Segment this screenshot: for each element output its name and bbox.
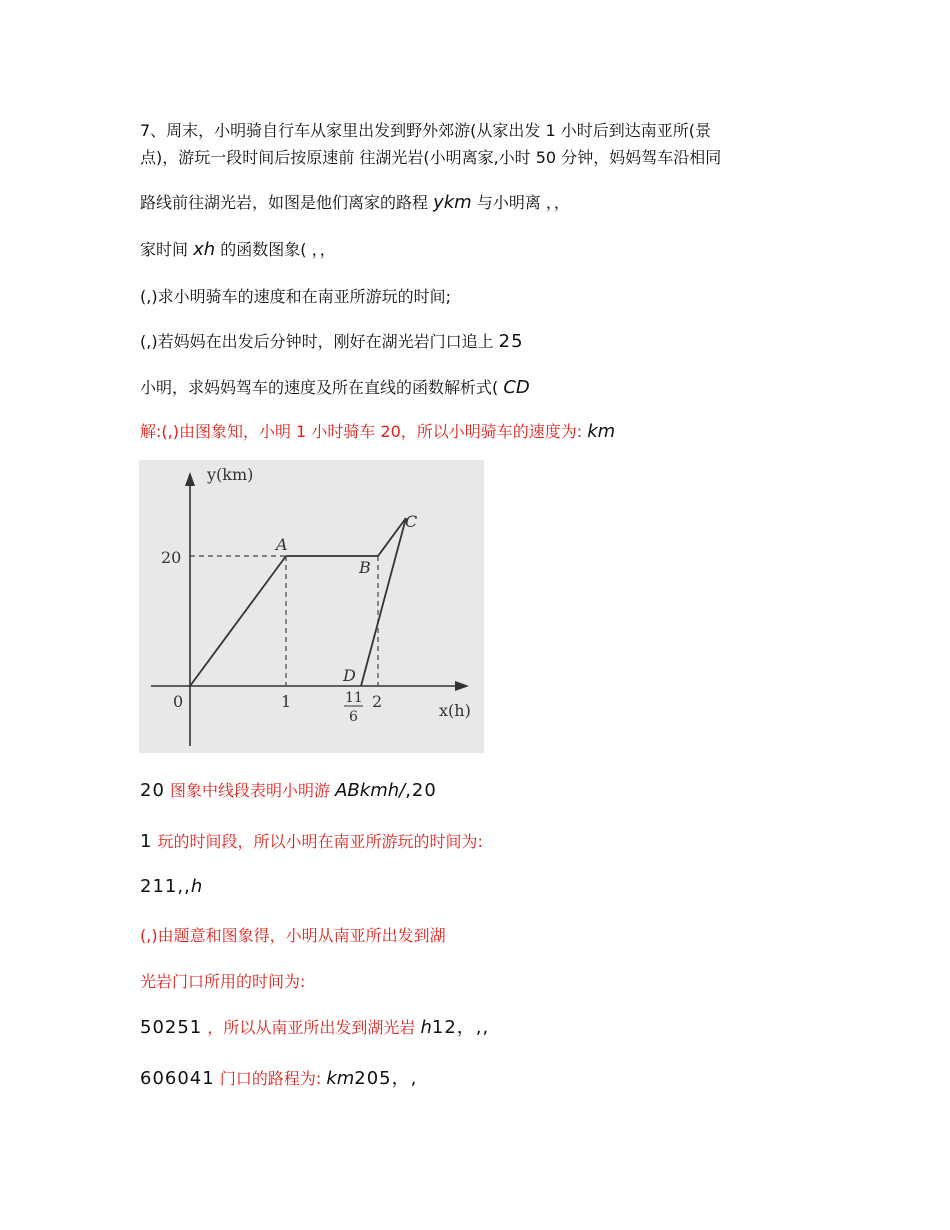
solution-line-1 [140, 422, 615, 442]
variable-abkmh: ABkmh/ [335, 780, 406, 801]
x-axis-arrow-icon [455, 681, 469, 691]
question-2 [140, 332, 524, 352]
variable-xh: xh [193, 239, 216, 260]
question-3-text: 小明，求妈妈驾车的速度及所在直线的函数解析式( [140, 378, 499, 397]
variable-km: km [587, 421, 616, 442]
solution-line-4-number: 211,, [140, 876, 191, 897]
solution-line-2-number: 20 [140, 780, 165, 801]
problem-line-1-text: 7、周末，小明骑自行车从家里出发到野外郊游(从家出发 1 小时后到达南亚所(景 [140, 121, 712, 140]
solution-line-2-text: 图象中线段表明小明游 [170, 781, 331, 800]
solution-line-6 [140, 972, 305, 992]
solution-line-7 [140, 1018, 489, 1038]
segment-OA [190, 556, 286, 686]
x-tick-fraction-numerator: 11 [345, 690, 363, 706]
problem-line-3 [140, 193, 570, 213]
x-tick-fraction-denominator: 6 [349, 709, 358, 725]
variable-km-2: km [326, 1068, 355, 1089]
point-D-label: D [343, 666, 356, 685]
distance-time-graph [139, 460, 484, 753]
variable-h: h [190, 876, 203, 897]
solution-line-7-tail: 12，,, [431, 1017, 490, 1038]
question-3 [140, 378, 530, 398]
question-1 [140, 287, 451, 307]
solution-line-4 [140, 877, 202, 897]
solution-line-8 [140, 1069, 417, 1089]
solution-line-3-number: 1 [140, 831, 153, 852]
segment-DC [361, 518, 406, 686]
y-axis-label: y(km) [207, 465, 254, 484]
origin-label: 0 [173, 692, 184, 711]
question-2-number: 25 [498, 331, 524, 352]
solution-line-1-text: 解:(,)由图象知，小明 1 小时骑车 20，所以小明骑车的速度为: [140, 422, 583, 441]
graph-svg [139, 460, 484, 753]
solution-line-8-text: 门口的路程为: [219, 1069, 322, 1088]
problem-line-2 [140, 148, 721, 168]
variable-cd: CD [503, 377, 530, 398]
point-A-label: A [276, 535, 288, 554]
problem-line-1 [140, 121, 711, 141]
solution-line-2 [140, 781, 437, 801]
variable-ykm: ykm [433, 192, 472, 213]
solution-line-7-text: ，所以从南亚所出发到湖光岩 [207, 1018, 416, 1037]
solution-line-8-number: 606041 [140, 1068, 215, 1089]
solution-line-5-text: (,)由题意和图象得，小明从南亚所出发到湖 [140, 926, 446, 945]
solution-line-8-tail: 205，, [354, 1068, 418, 1089]
solution-line-3 [140, 832, 483, 852]
x-axis-label: x(h) [439, 701, 471, 720]
solution-line-6-text: 光岩门口所用的时间为: [140, 972, 306, 991]
problem-line-4-tail: 的函数图象( ，， [220, 240, 336, 259]
point-B-label: B [359, 558, 371, 577]
point-C-label: C [405, 512, 418, 531]
problem-line-2-text: 点)，游玩一段时间后按原速前 往湖光岩(小明离家,小时 50 分钟，妈妈驾车沿相同 [140, 148, 722, 167]
solution-line-2-tail: ,20 [405, 780, 437, 801]
question-1-text: (,)求小明骑车的速度和在南亚所游玩的时间; [140, 287, 451, 306]
solution-line-5 [140, 926, 446, 946]
x-tick-1: 1 [281, 692, 292, 711]
solution-line-3-text: 玩的时间段，所以小明在南亚所游玩的时间为: [157, 832, 483, 851]
problem-line-3-tail: 与小明离 ，， [476, 193, 570, 212]
question-2-text: (,)若妈妈在出发后分钟时，刚好在湖光岩门口追上 [140, 332, 494, 351]
y-axis-arrow-icon [185, 472, 195, 486]
problem-line-4-text: 家时间 [140, 240, 189, 259]
problem-line-3-text: 路线前往湖光岩，如图是他们离家的路程 [140, 193, 429, 212]
solution-line-7-number: 50251 [140, 1017, 203, 1038]
variable-h-2: h [420, 1017, 432, 1038]
problem-line-4 [140, 240, 336, 260]
x-tick-2: 2 [372, 692, 383, 711]
y-tick-20: 20 [161, 548, 182, 567]
